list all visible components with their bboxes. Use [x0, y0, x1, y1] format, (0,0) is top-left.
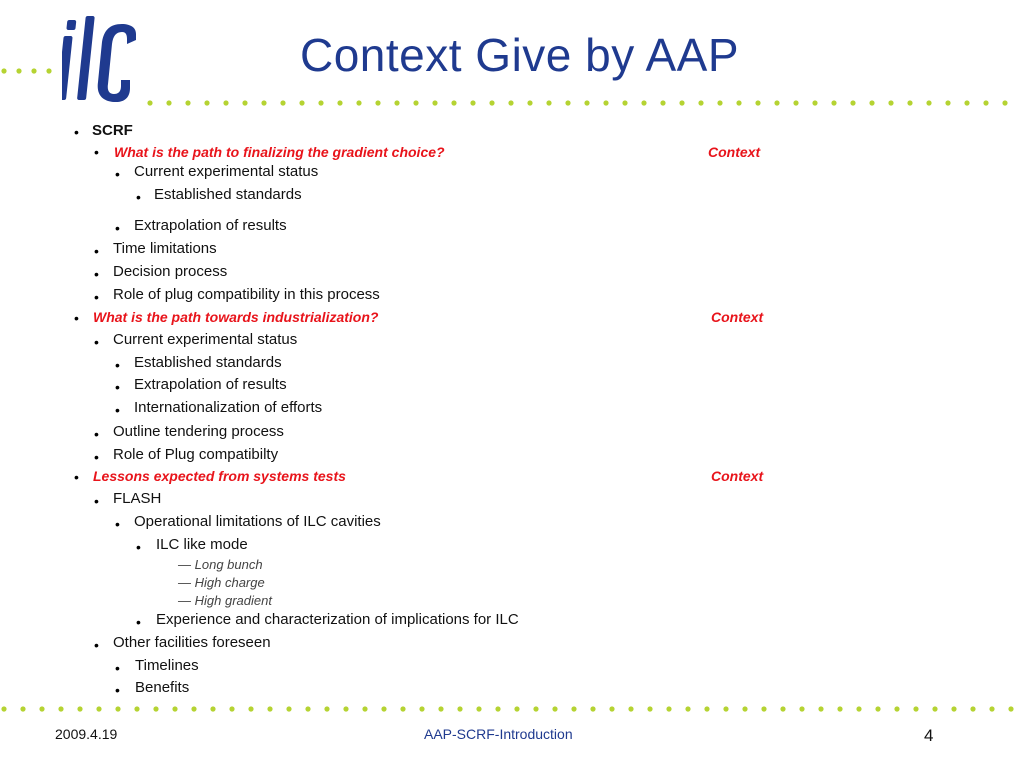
bullet-icon: •: [94, 144, 99, 160]
bullet-icon: •: [74, 124, 79, 140]
question-gradient-choice: What is the path to finalizing the gradient choice?: [114, 144, 445, 160]
bullet-icon: •: [115, 660, 120, 676]
rule-dot: [286, 706, 291, 711]
rule-dot: [736, 100, 741, 105]
rule-dot: [856, 706, 861, 711]
rule-dot: [685, 706, 690, 711]
rule-dot: [115, 706, 120, 711]
rule-dot: [907, 100, 912, 105]
rule-dot: [362, 706, 367, 711]
rule-dot: [894, 706, 899, 711]
footer-date: 2009.4.19: [55, 726, 118, 742]
rule-dot: [546, 100, 551, 105]
rule-dot: [31, 68, 36, 73]
rule-dot: [210, 706, 215, 711]
rule-dot: [603, 100, 608, 105]
rule-dot: [432, 100, 437, 105]
bullet-icon: •: [94, 334, 99, 350]
outline-item: Outline tendering process: [113, 423, 284, 440]
rule-dot: [470, 100, 475, 105]
context-label-1: Context: [708, 144, 761, 160]
bullet-icon: •: [94, 266, 99, 282]
rule-dot: [280, 100, 285, 105]
bullet-icon: •: [115, 402, 120, 418]
rule-dot: [964, 100, 969, 105]
rule-dot: [451, 100, 456, 105]
rule-dot: [875, 706, 880, 711]
dash-item-label: Long bunch: [194, 557, 263, 572]
rule-dot: [185, 100, 190, 105]
outline-item: Decision process: [113, 263, 228, 280]
dash-item: — Long bunch: [178, 557, 263, 572]
rule-dot: [438, 706, 443, 711]
rule-dot: [951, 706, 956, 711]
bullet-icon: •: [94, 493, 99, 509]
rule-dot: [818, 706, 823, 711]
dash-item: — High charge: [178, 575, 265, 590]
rule-dot: [527, 100, 532, 105]
rule-dot: [476, 706, 481, 711]
rule-dot: [983, 100, 988, 105]
bullet-icon: •: [115, 166, 120, 182]
rule-dot: [166, 100, 171, 105]
rule-dot: [1002, 100, 1007, 105]
page-number: 4: [924, 726, 934, 745]
rule-dot: [698, 100, 703, 105]
bullet-icon: •: [136, 614, 141, 630]
rule-dot: [261, 100, 266, 105]
rule-dot: [780, 706, 785, 711]
outline-item: Current experimental status: [113, 331, 298, 348]
rule-dot: [191, 706, 196, 711]
rule-dot: [888, 100, 893, 105]
rule-dot: [356, 100, 361, 105]
rule-dot: [394, 100, 399, 105]
context-label-2: Context: [711, 309, 764, 325]
question-system-tests: Lessons expected from systems tests: [93, 468, 346, 484]
bullet-icon: •: [115, 682, 120, 698]
bullet-icon: •: [74, 469, 79, 485]
rule-dot: [628, 706, 633, 711]
rule-dot: [837, 706, 842, 711]
bullet-icon: •: [94, 426, 99, 442]
rule-dot: [299, 100, 304, 105]
rule-dot: [590, 706, 595, 711]
rule-dot: [932, 706, 937, 711]
rule-dot: [337, 100, 342, 105]
bullet-icon: •: [115, 357, 120, 373]
rule-dot: [723, 706, 728, 711]
rule-dot: [375, 100, 380, 105]
rule-dot: [172, 706, 177, 711]
rule-dot: [134, 706, 139, 711]
rule-dot: [305, 706, 310, 711]
bullet-icon: •: [136, 189, 141, 205]
rule-dot: [223, 100, 228, 105]
rule-dot: [248, 706, 253, 711]
dash-item: — High gradient: [178, 593, 272, 608]
rule-dot: [381, 706, 386, 711]
bottom-dot-rule: [0, 704, 1024, 714]
bullet-icon: •: [94, 243, 99, 259]
outline-item: Extrapolation of results: [134, 376, 287, 393]
ilc-logo: [62, 14, 142, 106]
rule-dot: [812, 100, 817, 105]
outline-item: Role of plug compatibility in this process: [113, 286, 380, 303]
rule-dot: [774, 100, 779, 105]
rule-dot: [679, 100, 684, 105]
rule-dot: [489, 100, 494, 105]
rule-dot: [267, 706, 272, 711]
rule-dot: [1, 68, 6, 73]
rule-dot: [831, 100, 836, 105]
rule-dot: [869, 100, 874, 105]
slide-title: Context Give by AAP: [300, 29, 740, 81]
top-dot-rule: [146, 98, 1024, 108]
bullet-icon: •: [94, 449, 99, 465]
rule-dot: [926, 100, 931, 105]
question-industrialization: What is the path towards industrialization?: [93, 309, 379, 325]
dash-item-label: High gradient: [194, 593, 272, 608]
outline-item: ILC like mode: [156, 536, 248, 553]
rule-dot: [419, 706, 424, 711]
top-dot-rule-left: [0, 66, 60, 76]
rule-dot: [945, 100, 950, 105]
rule-dot: [742, 706, 747, 711]
rule-dot: [147, 100, 152, 105]
rule-dot: [343, 706, 348, 711]
rule-dot: [666, 706, 671, 711]
outline-item: FLASH: [113, 490, 162, 507]
bullet-icon: •: [94, 637, 99, 653]
rule-dot: [970, 706, 975, 711]
rule-dot: [755, 100, 760, 105]
dash-item-label: High charge: [194, 575, 265, 590]
rule-dot: [16, 68, 21, 73]
rule-dot: [514, 706, 519, 711]
outline-item: Internationalization of efforts: [134, 399, 323, 416]
rule-dot: [989, 706, 994, 711]
rule-dot: [39, 706, 44, 711]
rule-dot: [508, 100, 513, 105]
rule-dot: [552, 706, 557, 711]
rule-dot: [20, 706, 25, 711]
rule-dot: [242, 100, 247, 105]
rule-dot: [704, 706, 709, 711]
outline-item: Extrapolation of results: [134, 217, 287, 234]
rule-dot: [400, 706, 405, 711]
rule-dot: [58, 706, 63, 711]
rule-dot: [565, 100, 570, 105]
rule-dot: [799, 706, 804, 711]
outline-item: Experience and characterization of implications for ILC: [156, 611, 519, 628]
footer-title: AAP-SCRF-Introduction: [424, 726, 573, 742]
rule-dot: [641, 100, 646, 105]
rule-dot: [413, 100, 418, 105]
outline-item: Operational limitations of ILC cavities: [134, 513, 381, 530]
rule-dot: [318, 100, 323, 105]
rule-dot: [77, 706, 82, 711]
rule-dot: [153, 706, 158, 711]
rule-dot: [1, 706, 6, 711]
outline-item: Time limitations: [113, 240, 217, 257]
bullet-icon: •: [115, 379, 120, 395]
rule-dot: [761, 706, 766, 711]
rule-dot: [622, 100, 627, 105]
outline-item: Role of Plug compatibilty: [113, 446, 279, 463]
context-label-3: Context: [711, 468, 764, 484]
rule-dot: [229, 706, 234, 711]
rule-dot: [96, 706, 101, 711]
rule-dot: [457, 706, 462, 711]
rule-dot: [204, 100, 209, 105]
rule-dot: [609, 706, 614, 711]
rule-dot: [850, 100, 855, 105]
bullet-icon: •: [115, 220, 120, 236]
rule-dot: [647, 706, 652, 711]
outline-item: Benefits: [135, 679, 190, 696]
rule-dot: [1008, 706, 1013, 711]
rule-dot: [913, 706, 918, 711]
outline-item: Other facilities foreseen: [113, 634, 271, 651]
rule-dot: [324, 706, 329, 711]
rule-dot: [46, 68, 51, 73]
rule-dot: [660, 100, 665, 105]
rule-dot: [584, 100, 589, 105]
rule-dot: [495, 706, 500, 711]
rule-dot: [533, 706, 538, 711]
rule-dot: [793, 100, 798, 105]
rule-dot: [717, 100, 722, 105]
rule-dot: [571, 706, 576, 711]
outline-item: Established standards: [154, 186, 302, 203]
bullet-icon: •: [94, 289, 99, 305]
bullet-icon: •: [136, 539, 141, 555]
outline-item: Established standards: [134, 354, 282, 371]
outline-item: Current experimental status: [134, 163, 319, 180]
outline-item: Timelines: [135, 657, 199, 674]
outline-scrf: SCRF: [92, 122, 133, 139]
bullet-icon: •: [74, 310, 79, 326]
bullet-icon: •: [115, 516, 120, 532]
